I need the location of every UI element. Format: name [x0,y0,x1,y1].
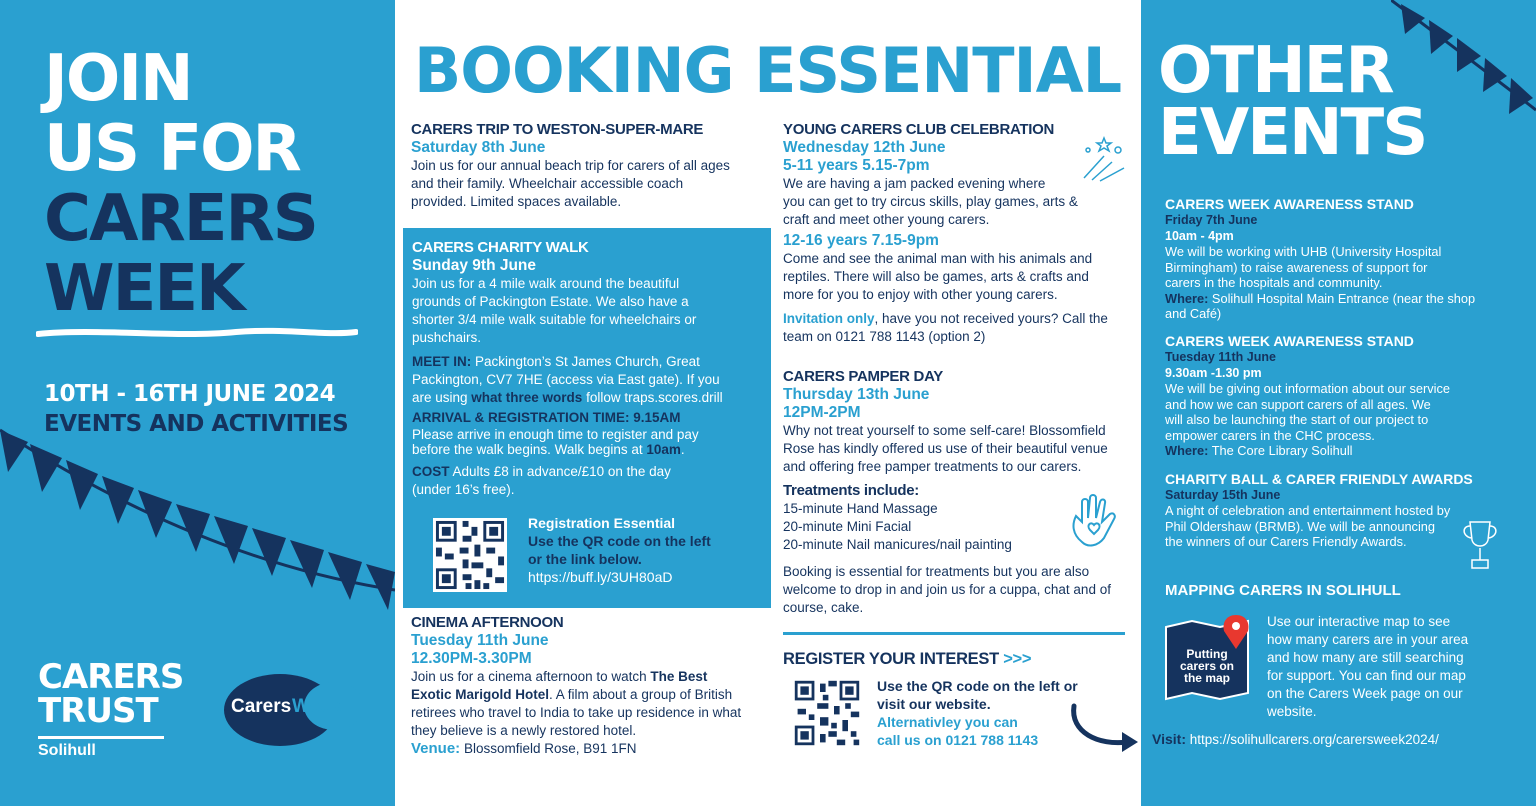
e2-line-3: will also be launching the start of our project to [1165,412,1429,427]
bunting-decoration [0,420,395,650]
register-line-2: visit our website. [877,696,991,712]
walk-line-4: pushchairs. [412,330,482,345]
e2-line-4: empower carers in the CHC process. [1165,427,1375,443]
e1-line-3: carers in the hospitals and community. [1165,275,1383,290]
young-line-3: craft and meet other young carers. [783,212,990,227]
booking-heading: BOOKING ESSENTIAL [414,34,1122,107]
other-event-2 [1165,333,1510,459]
register-section [783,650,1133,668]
map-title: MAPPING CARERS IN SOLIHULL [1165,582,1401,599]
logo-rule [38,736,164,739]
map-line-5: on the Carers Week page on our [1267,686,1463,701]
registration-title: Registration Essential [528,515,676,531]
hand-heart-icon [1068,494,1120,552]
pamper-title: CARERS PAMPER DAY [783,368,943,385]
pamper-line-2: Rose has kindly offered us use of their beautiful venue [783,441,1108,456]
meet-label: MEET IN: [412,354,472,369]
young-line-2: you can get to try circus skills, play games, arts & [783,194,1078,209]
carers-trust-logo [38,657,184,731]
fireworks-icon [1078,132,1130,182]
e2-time: 9.30am -1.30 pm [1165,366,1262,380]
title-line-4: WEEK [44,252,244,326]
walk-event-box [403,228,771,608]
arrival-text-2b: 10am [646,442,681,457]
map-badge-line-1: Putting [1186,647,1228,661]
register-line-4: call us on 0121 788 1143 [877,732,1039,748]
e2-line-2: and how we can support carers of all ages. We [1165,396,1431,412]
pamper-event [783,368,1133,617]
map-badge-line-2: carers on [1179,659,1235,673]
map-badge-line-3: the map [1183,671,1230,685]
young-more-3: more for you to enjoy with other young carers. [783,287,1058,302]
visit-url[interactable]: https://solihullcarers.org/carersweek2024/ [1185,732,1439,747]
meet-text-3b: what three words [471,390,583,405]
young-date: Wednesday 12th June [783,139,946,156]
map-line-1: Use our interactive map to see [1267,614,1451,629]
trip-line-2: and their family. Wheelchair accessible coach [411,176,684,191]
e1-where-2: and Café) [1165,306,1222,321]
trophy-icon [1460,518,1500,576]
cinema-title: CINEMA AFTERNOON [411,614,564,631]
pamper-line-1: Why not treat yourself to some self-care! Blossomfield [783,423,1106,438]
arrow-icon [1068,702,1140,754]
map-line-2: how many carers are in your area [1267,632,1469,647]
e3-title: CHARITY BALL & CARER FRIENDLY AWARDS [1165,471,1473,487]
cost-text-1: Adults £8 in advance/£10 on the day [449,464,671,479]
e1-title: CARERS WEEK AWARENESS STAND [1165,196,1414,212]
cinema-line-2a: Exotic Marigold Hotel [411,687,550,702]
map-line-3: and how many are still searching [1267,650,1464,665]
booking-note-1: Booking is essential for treatments but you are also [783,564,1090,579]
arrival-text-2a: before the walk begins. Walk begins at [412,442,647,457]
other-heading-2: EVENTS [1158,96,1427,170]
e2-line-1: We will be giving out information about our service [1165,381,1450,396]
register-title: REGISTER YOUR INTEREST [783,650,999,668]
young-time-2: 12-16 years 7.15-9pm [783,232,939,249]
trip-title: CARERS TRIP TO WESTON-SUPER-MARE [411,121,704,138]
other-event-3 [1165,471,1510,550]
e2-where: The Core Library Solihull [1208,443,1353,458]
section-divider [783,632,1125,635]
pamper-date: Thursday 13th June [783,386,930,403]
cost-text-2: (under 16’s free). [412,482,515,497]
registration-line-2: or the link below. [528,551,642,567]
trip-line-3: provided. Limited spaces available. [411,194,622,209]
other-events-heading [1158,34,1427,170]
young-more-2: reptiles. There will also be games, arts & crafts and [783,269,1089,284]
title-line-1: JOIN [44,42,192,116]
events-subtitle: EVENTS AND ACTIVITIES [44,411,349,437]
map-badge-text [1172,648,1242,684]
arrival-text-2c: . [680,442,685,457]
cinema-line-2b: . A film about a group of British [549,687,733,702]
meet-text-3c: follow traps.scores.drill [582,390,723,405]
meet-text-3a: are using [412,390,472,405]
invitation-text-1: , have you not received yours? Call the [874,311,1108,326]
e1-time: 10am - 4pm [1165,229,1234,243]
treatment-2: 20-minute Mini Facial [783,519,912,534]
visit-label: Visit: [1152,731,1186,747]
brush-underline [36,326,358,340]
invitation-label: Invitation only [783,311,875,326]
trip-event [411,121,781,211]
trip-date: Saturday 8th June [411,139,546,156]
pamper-time: 12PM-2PM [783,404,861,421]
walk-date: Sunday 9th June [412,257,537,274]
logo-subtitle: Solihull [38,742,96,759]
cinema-line-1a: Join us for a cinema afternoon to watch [411,669,651,684]
young-title: YOUNG CARERS CLUB CELEBRATION [783,121,1055,138]
other-heading-1: OTHER [1158,34,1393,108]
invitation-text-2: team on 0121 788 1143 (option 2) [783,329,986,344]
title-line-2: US FOR [44,112,300,186]
arrival-label: ARRIVAL & REGISTRATION TIME: 9.15AM [412,410,681,425]
main-title [44,44,317,324]
booking-note-2: welcome to drop in and join us for a cuppa, chat and of [783,582,1111,597]
e1-where-1: Solihull Hospital Main Entrance (near the shop [1208,290,1476,306]
logo-line-1: CARERS [38,657,184,697]
e1-line-2: Birmingham) to raise awareness of support for [1165,259,1428,275]
walk-qr-code[interactable] [433,518,507,592]
other-event-1 [1165,196,1510,322]
treatment-1: 15-minute Hand Massage [783,501,938,516]
cinema-event [411,614,781,758]
cinema-time: 12.30PM-3.30PM [411,650,532,667]
map-line-4: for support. You can find our map [1267,668,1466,683]
pamper-line-3: and offering free pamper treatments to our carers. [783,459,1082,474]
map-line-6: website. [1267,704,1317,719]
event-dates: 10TH - 16TH JUNE 2024 [44,381,336,407]
e1-date: Friday 7th June [1165,213,1258,227]
e2-date: Tuesday 11th June [1165,350,1276,364]
cinema-venue-label: Venue: [411,740,461,757]
meet-text-2: Packington, CV7 7HE (access via East gate). If you [412,372,720,387]
e2-where-label: Where: [1165,443,1209,458]
registration-link[interactable]: https://buff.ly/3UH80aD [528,569,673,585]
treatment-3: 20-minute Nail manicures/nail painting [783,537,1012,552]
e3-line-3: the winners of our Carers Friendly Awards. [1165,534,1407,549]
mapping-section [1165,583,1510,599]
treatments-title: Treatments include: [783,482,920,499]
map-visit [1152,730,1536,749]
e1-where-label: Where: [1165,290,1209,306]
meet-text-1: Packington’s St James Church, Great [471,354,700,369]
register-arrows: >>> [1003,650,1032,668]
e1-line-1: We will be working with UHB (University Hospital [1165,244,1442,259]
walk-line-1: Join us for a 4 mile walk around the beautiful [412,276,680,291]
title-line-3: CARERS [44,182,317,256]
carers-week-logo-text-a: Carers [231,696,292,717]
booking-note-3: course, cake. [783,600,864,615]
register-qr-code[interactable] [792,678,862,748]
e3-line-1: A night of celebration and entertainment hosted by [1165,503,1451,518]
trip-line-1: Join us for our annual beach trip for carers of all ages [411,158,730,173]
young-time-1: 5-11 years 5.15-7pm [783,157,930,174]
e2-title: CARERS WEEK AWARENESS STAND [1165,333,1414,349]
walk-title: CARERS CHARITY WALK [412,239,589,256]
e3-line-2: Phil Oldershaw (BRMB). We will be announcing [1165,518,1436,534]
registration-line-1: Use the QR code on the left [528,533,711,549]
cinema-line-3: retirees who travel to India to take up residence in what [411,705,742,720]
carers-week-logo-text-b: Week [292,696,342,717]
map-description [1267,613,1517,721]
cinema-line-1b: The Best [650,669,708,684]
cost-label: COST [412,464,450,479]
arrival-text-1: Please arrive in enough time to register and pay [412,427,699,442]
logo-line-2: TRUST [38,691,158,731]
cinema-line-4: they believe is a newly restored hotel. [411,723,637,738]
e3-date: Saturday 15th June [1165,488,1281,502]
walk-line-2: grounds of Packington Estate. We also have a [412,294,689,309]
young-more-1: Come and see the animal man with his animals and [783,251,1093,266]
register-line-1: Use the QR code on the left or [877,678,1078,694]
young-line-1: We are having a jam packed evening where [783,176,1046,191]
cinema-venue: Blossomfield Rose, B91 1FN [460,741,637,756]
walk-line-3: shorter 3/4 mile walk suitable for wheelchairs or [412,312,697,327]
cinema-date: Tuesday 11th June [411,632,549,649]
register-line-3: Alternativley you can [877,714,1018,730]
